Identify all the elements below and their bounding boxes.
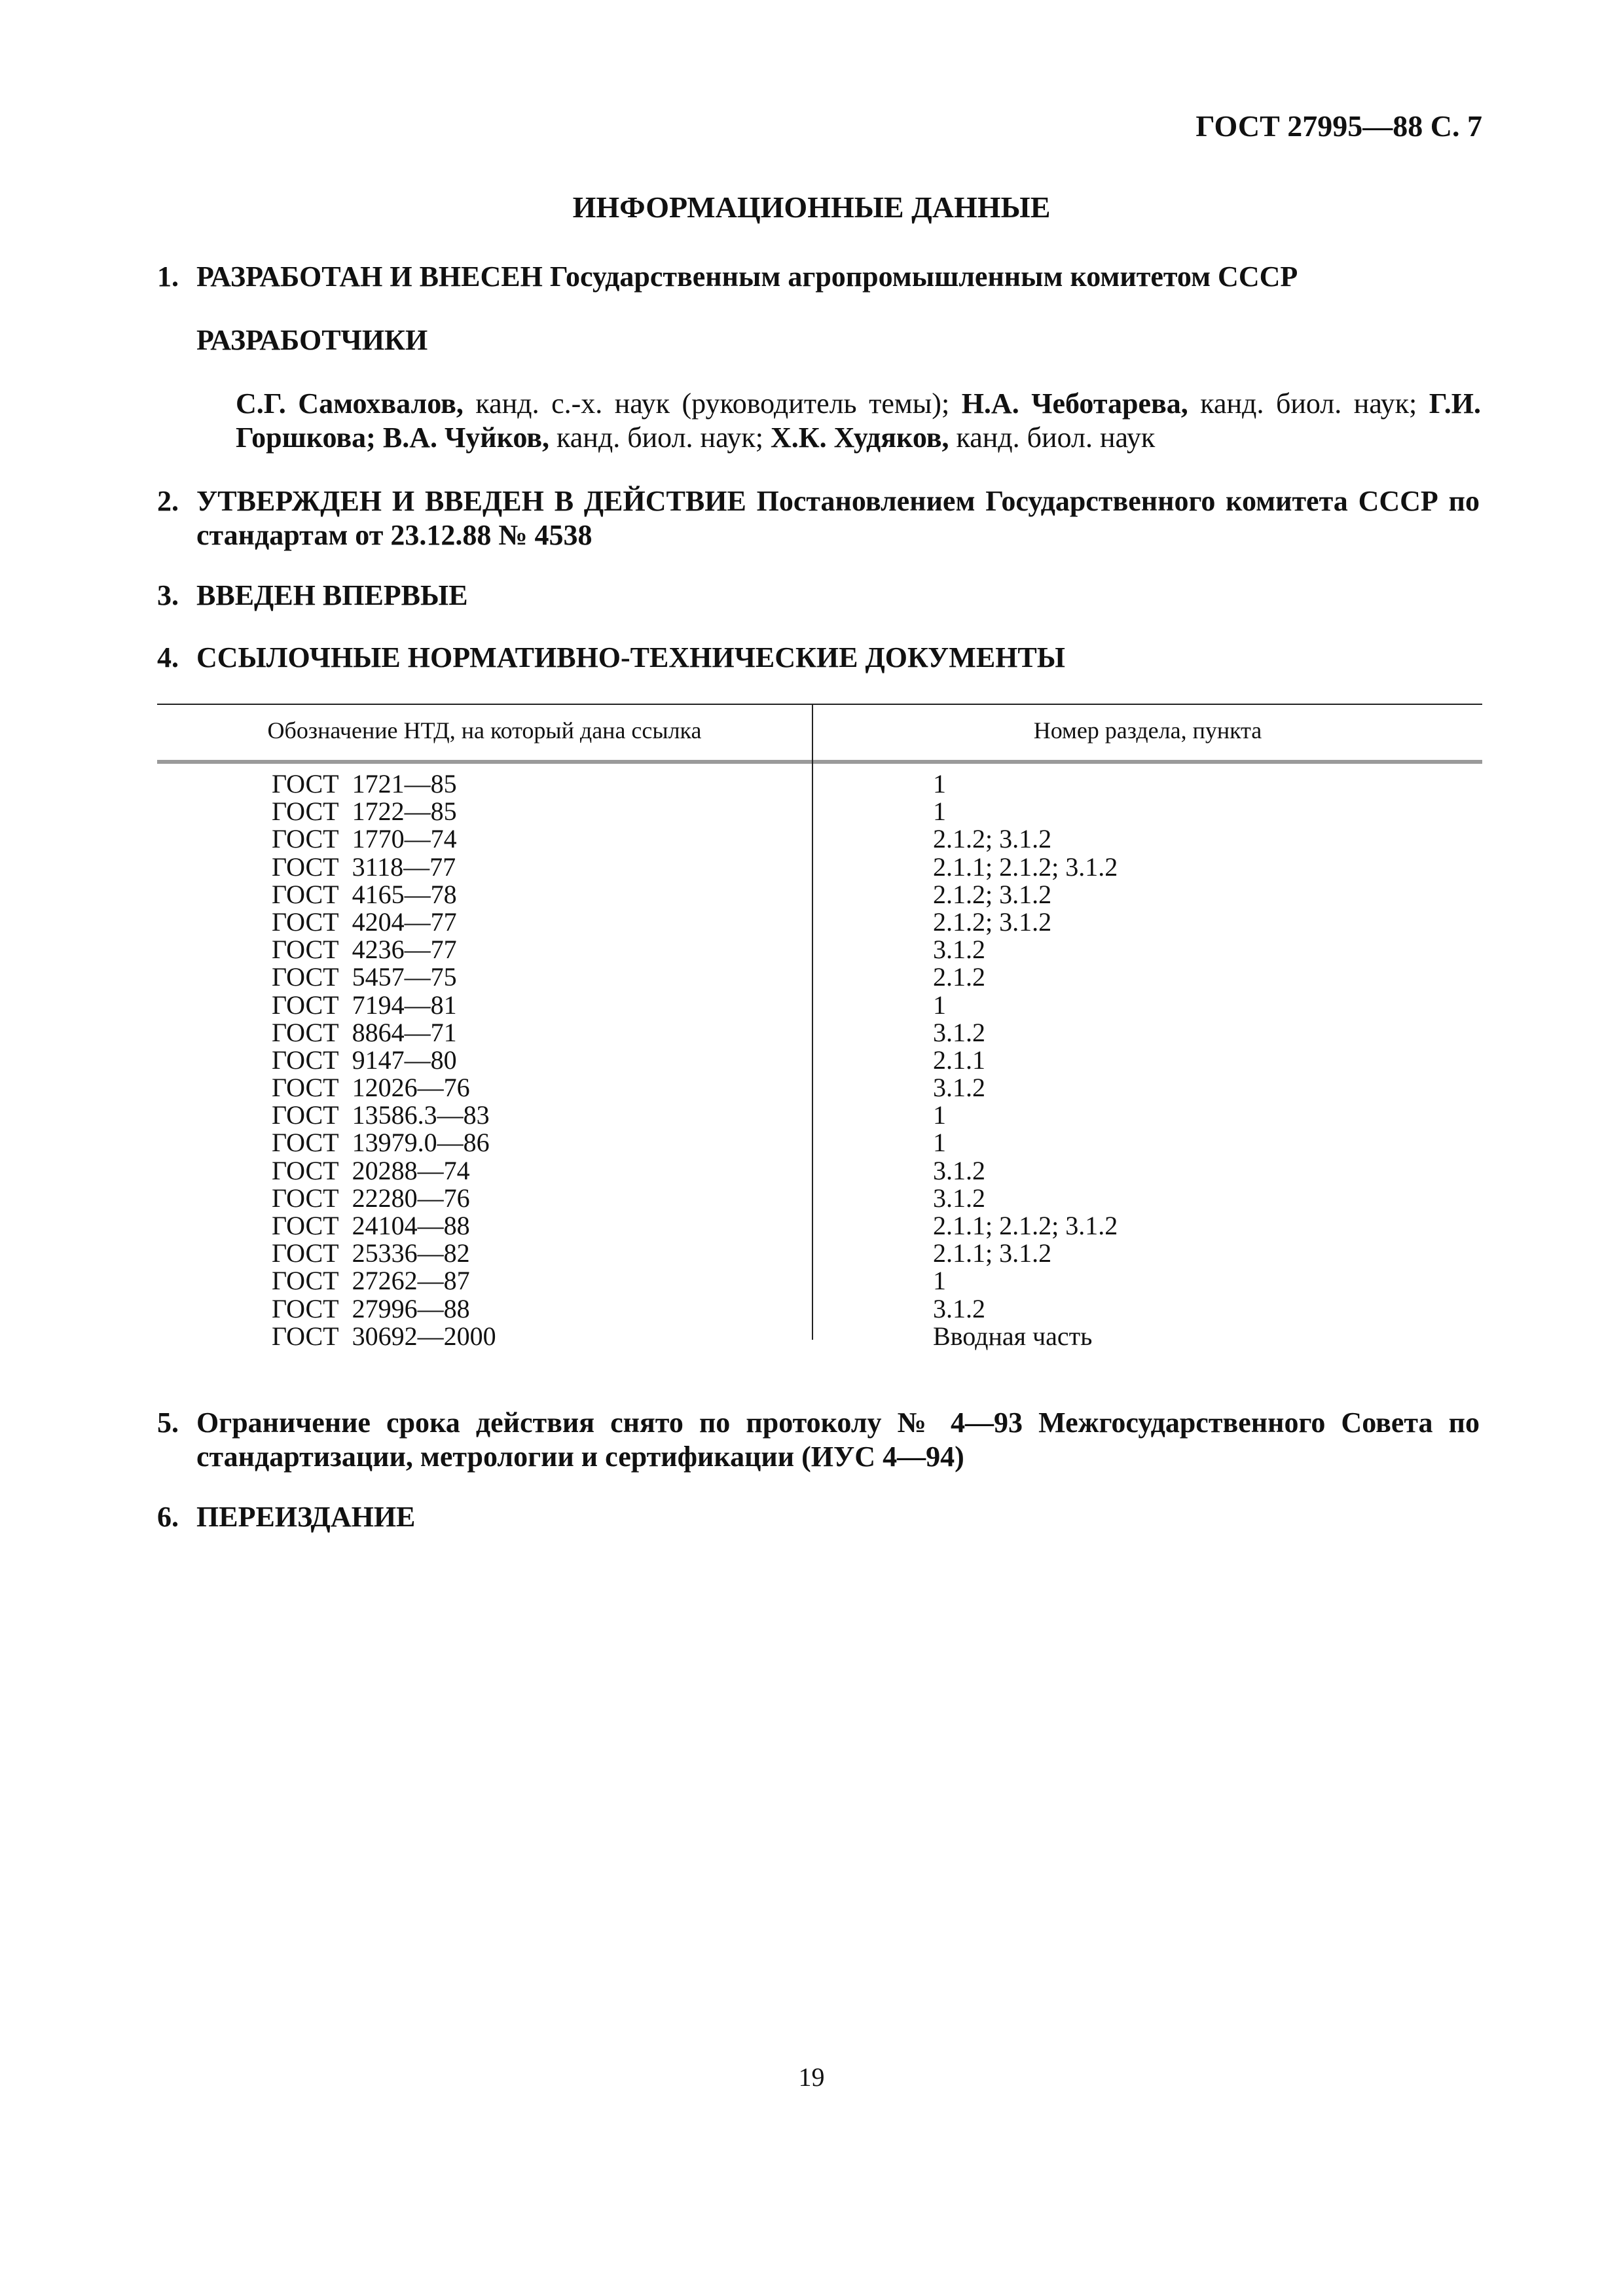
table-cell-designation: ГОСТ 24104—88 <box>272 1211 470 1240</box>
table-body <box>157 770 1482 1350</box>
table-cell-section: 1 <box>933 769 946 798</box>
table-cell-designation: ГОСТ 8864—71 <box>272 1017 457 1047</box>
table-cell-section: 2.1.1 <box>933 1045 985 1075</box>
table-row <box>157 1129 1482 1157</box>
section-6-text: ПЕРЕИЗДАНИЕ <box>196 1501 416 1533</box>
table-cell-section: 2.1.2; 3.1.2 <box>933 824 1052 854</box>
developers-heading-row <box>157 323 1480 357</box>
table-header <box>157 704 1482 764</box>
section-6 <box>157 1500 1480 1534</box>
developer-degree: канд. с.-х. наук (руководитель темы); <box>463 387 962 420</box>
developer-degree: канд. биол. наук; <box>1188 387 1429 420</box>
section-5-text: Ограничение срока действия снято по протоколу № 4—93 Межгосударственного Совета по стандартизации, метрологии и сертификации (ИУС 4—94) <box>196 1407 1480 1473</box>
table-cell-section: 3.1.2 <box>933 1293 985 1323</box>
table-cell-section: 3.1.2 <box>933 1155 985 1185</box>
table-row <box>157 1212 1482 1240</box>
table-cell-section: 2.1.2 <box>933 962 985 992</box>
section-3-number: 3. <box>157 579 179 611</box>
table-row <box>157 881 1482 908</box>
section-4-text: ССЫЛОЧНЫЕ НОРМАТИВНО-ТЕХНИЧЕСКИЕ ДОКУМЕНТЫ <box>196 641 1065 673</box>
developer-degree: канд. биол. наук <box>949 422 1156 454</box>
developer-name: С.Г. Самохвалов, <box>236 387 464 420</box>
table-row <box>157 1047 1482 1074</box>
table-row <box>157 1295 1482 1323</box>
table-cell-designation: ГОСТ 12026—76 <box>272 1073 470 1103</box>
page-number: 19 <box>798 2062 825 2092</box>
table-row <box>157 1323 1482 1350</box>
table-cell-designation: ГОСТ 1721—85 <box>272 769 457 798</box>
developers-list <box>236 387 1481 455</box>
section-3 <box>157 579 1480 613</box>
section-2-heading: УТВЕРЖДЕН И ВВЕДЕН В ДЕЙСТВИЕ <box>196 485 746 517</box>
table-cell-section: 2.1.1; 3.1.2 <box>933 1238 1052 1268</box>
developer-name: Н.А. Чеботарева, <box>961 387 1188 420</box>
section-2-body <box>196 484 1480 552</box>
table-cell-designation: ГОСТ 27262—87 <box>272 1266 470 1296</box>
table-cell-designation: ГОСТ 4236—77 <box>272 935 457 965</box>
table-cell-section: 2.1.2; 3.1.2 <box>933 906 1052 937</box>
section-3-text: ВВЕДЕН ВПЕРВЫЕ <box>196 579 468 611</box>
table-row <box>157 1240 1482 1267</box>
table-cell-section: 3.1.2 <box>933 1017 985 1047</box>
table-cell-section: 1 <box>933 1266 946 1296</box>
section-2-text: Постановлением Государственного комитета СССР по стандартам от 23.12.88 № 4538 <box>196 485 1480 551</box>
section-1-heading: РАЗРАБОТАН И ВНЕСЕН <box>196 260 543 293</box>
section-5-number: 5. <box>157 1407 179 1439</box>
section-1-text: Государственным агропромышленным комитетом СССР <box>542 260 1298 293</box>
table-cell-section: 1 <box>933 990 946 1020</box>
table-cell-designation: ГОСТ 7194—81 <box>272 990 457 1020</box>
developer-degree <box>376 422 383 454</box>
table-cell-designation: ГОСТ 27996—88 <box>272 1293 470 1323</box>
table-row <box>157 936 1482 963</box>
table-cell-section: Вводная часть <box>933 1321 1093 1351</box>
page-title: ИНФОРМАЦИОННЫЕ ДАННЫЕ <box>572 190 1051 224</box>
table-cell-section: 3.1.2 <box>933 1073 985 1103</box>
section-6-number: 6. <box>157 1501 179 1533</box>
table-cell-section: 1 <box>933 1100 946 1130</box>
section-1 <box>157 260 1480 294</box>
developer-name: Г.И. Горшкова; <box>236 387 1481 454</box>
table-row <box>157 1157 1482 1185</box>
developers-heading: РАЗРАБОТЧИКИ <box>196 324 428 356</box>
table-row <box>157 992 1482 1019</box>
table-row <box>157 798 1482 825</box>
page-header: ГОСТ 27995—88 С. 7 <box>1195 109 1482 143</box>
table-row <box>157 853 1482 881</box>
table-row <box>157 1185 1482 1212</box>
table-row <box>157 1019 1482 1047</box>
table-row <box>157 1267 1482 1295</box>
table-row <box>157 1102 1482 1129</box>
section-2 <box>157 484 1480 552</box>
section-5 <box>157 1406 1480 1474</box>
table-cell-section: 1 <box>933 797 946 827</box>
table-cell-designation: ГОСТ 5457—75 <box>272 962 457 992</box>
table-cell-designation: ГОСТ 4204—77 <box>272 906 457 937</box>
table-cell-designation: ГОСТ 1722—85 <box>272 797 457 827</box>
section-4 <box>157 641 1480 675</box>
table-cell-section: 2.1.2; 3.1.2 <box>933 879 1052 909</box>
table-cell-section: 1 <box>933 1128 946 1158</box>
section-1-number: 1. <box>157 260 179 293</box>
table-cell-section: 2.1.1; 2.1.2; 3.1.2 <box>933 852 1118 882</box>
table-cell-designation: ГОСТ 13979.0—86 <box>272 1128 490 1158</box>
developer-name: В.А. Чуйков, <box>382 422 550 454</box>
table-row <box>157 825 1482 853</box>
section-4-number: 4. <box>157 641 179 673</box>
table-cell-designation: ГОСТ 1770—74 <box>272 824 457 854</box>
table-cell-section: 3.1.2 <box>933 1183 985 1213</box>
developer-name: Х.К. Худяков, <box>770 422 949 454</box>
table-row <box>157 908 1482 936</box>
table-cell-designation: ГОСТ 22280—76 <box>272 1183 470 1213</box>
table-cell-designation: ГОСТ 9147—80 <box>272 1045 457 1075</box>
table-cell-section: 2.1.1; 2.1.2; 3.1.2 <box>933 1211 1118 1240</box>
table-header-designation: Обозначение НТД, на который дана ссылка <box>267 717 702 744</box>
table-row <box>157 770 1482 798</box>
table-cell-designation: ГОСТ 13586.3—83 <box>272 1100 490 1130</box>
table-cell-designation: ГОСТ 30692—2000 <box>272 1321 496 1351</box>
section-2-number: 2. <box>157 485 179 517</box>
table-cell-section: 3.1.2 <box>933 935 985 965</box>
developer-degree: канд. биол. наук; <box>549 422 771 454</box>
table-cell-designation: ГОСТ 4165—78 <box>272 879 457 909</box>
table-row <box>157 1074 1482 1102</box>
table-header-section: Номер раздела, пункта <box>1033 717 1262 744</box>
table-cell-designation: ГОСТ 25336—82 <box>272 1238 470 1268</box>
table-cell-designation: ГОСТ 20288—74 <box>272 1155 470 1185</box>
table-row <box>157 963 1482 991</box>
table-cell-designation: ГОСТ 3118—77 <box>272 852 456 882</box>
